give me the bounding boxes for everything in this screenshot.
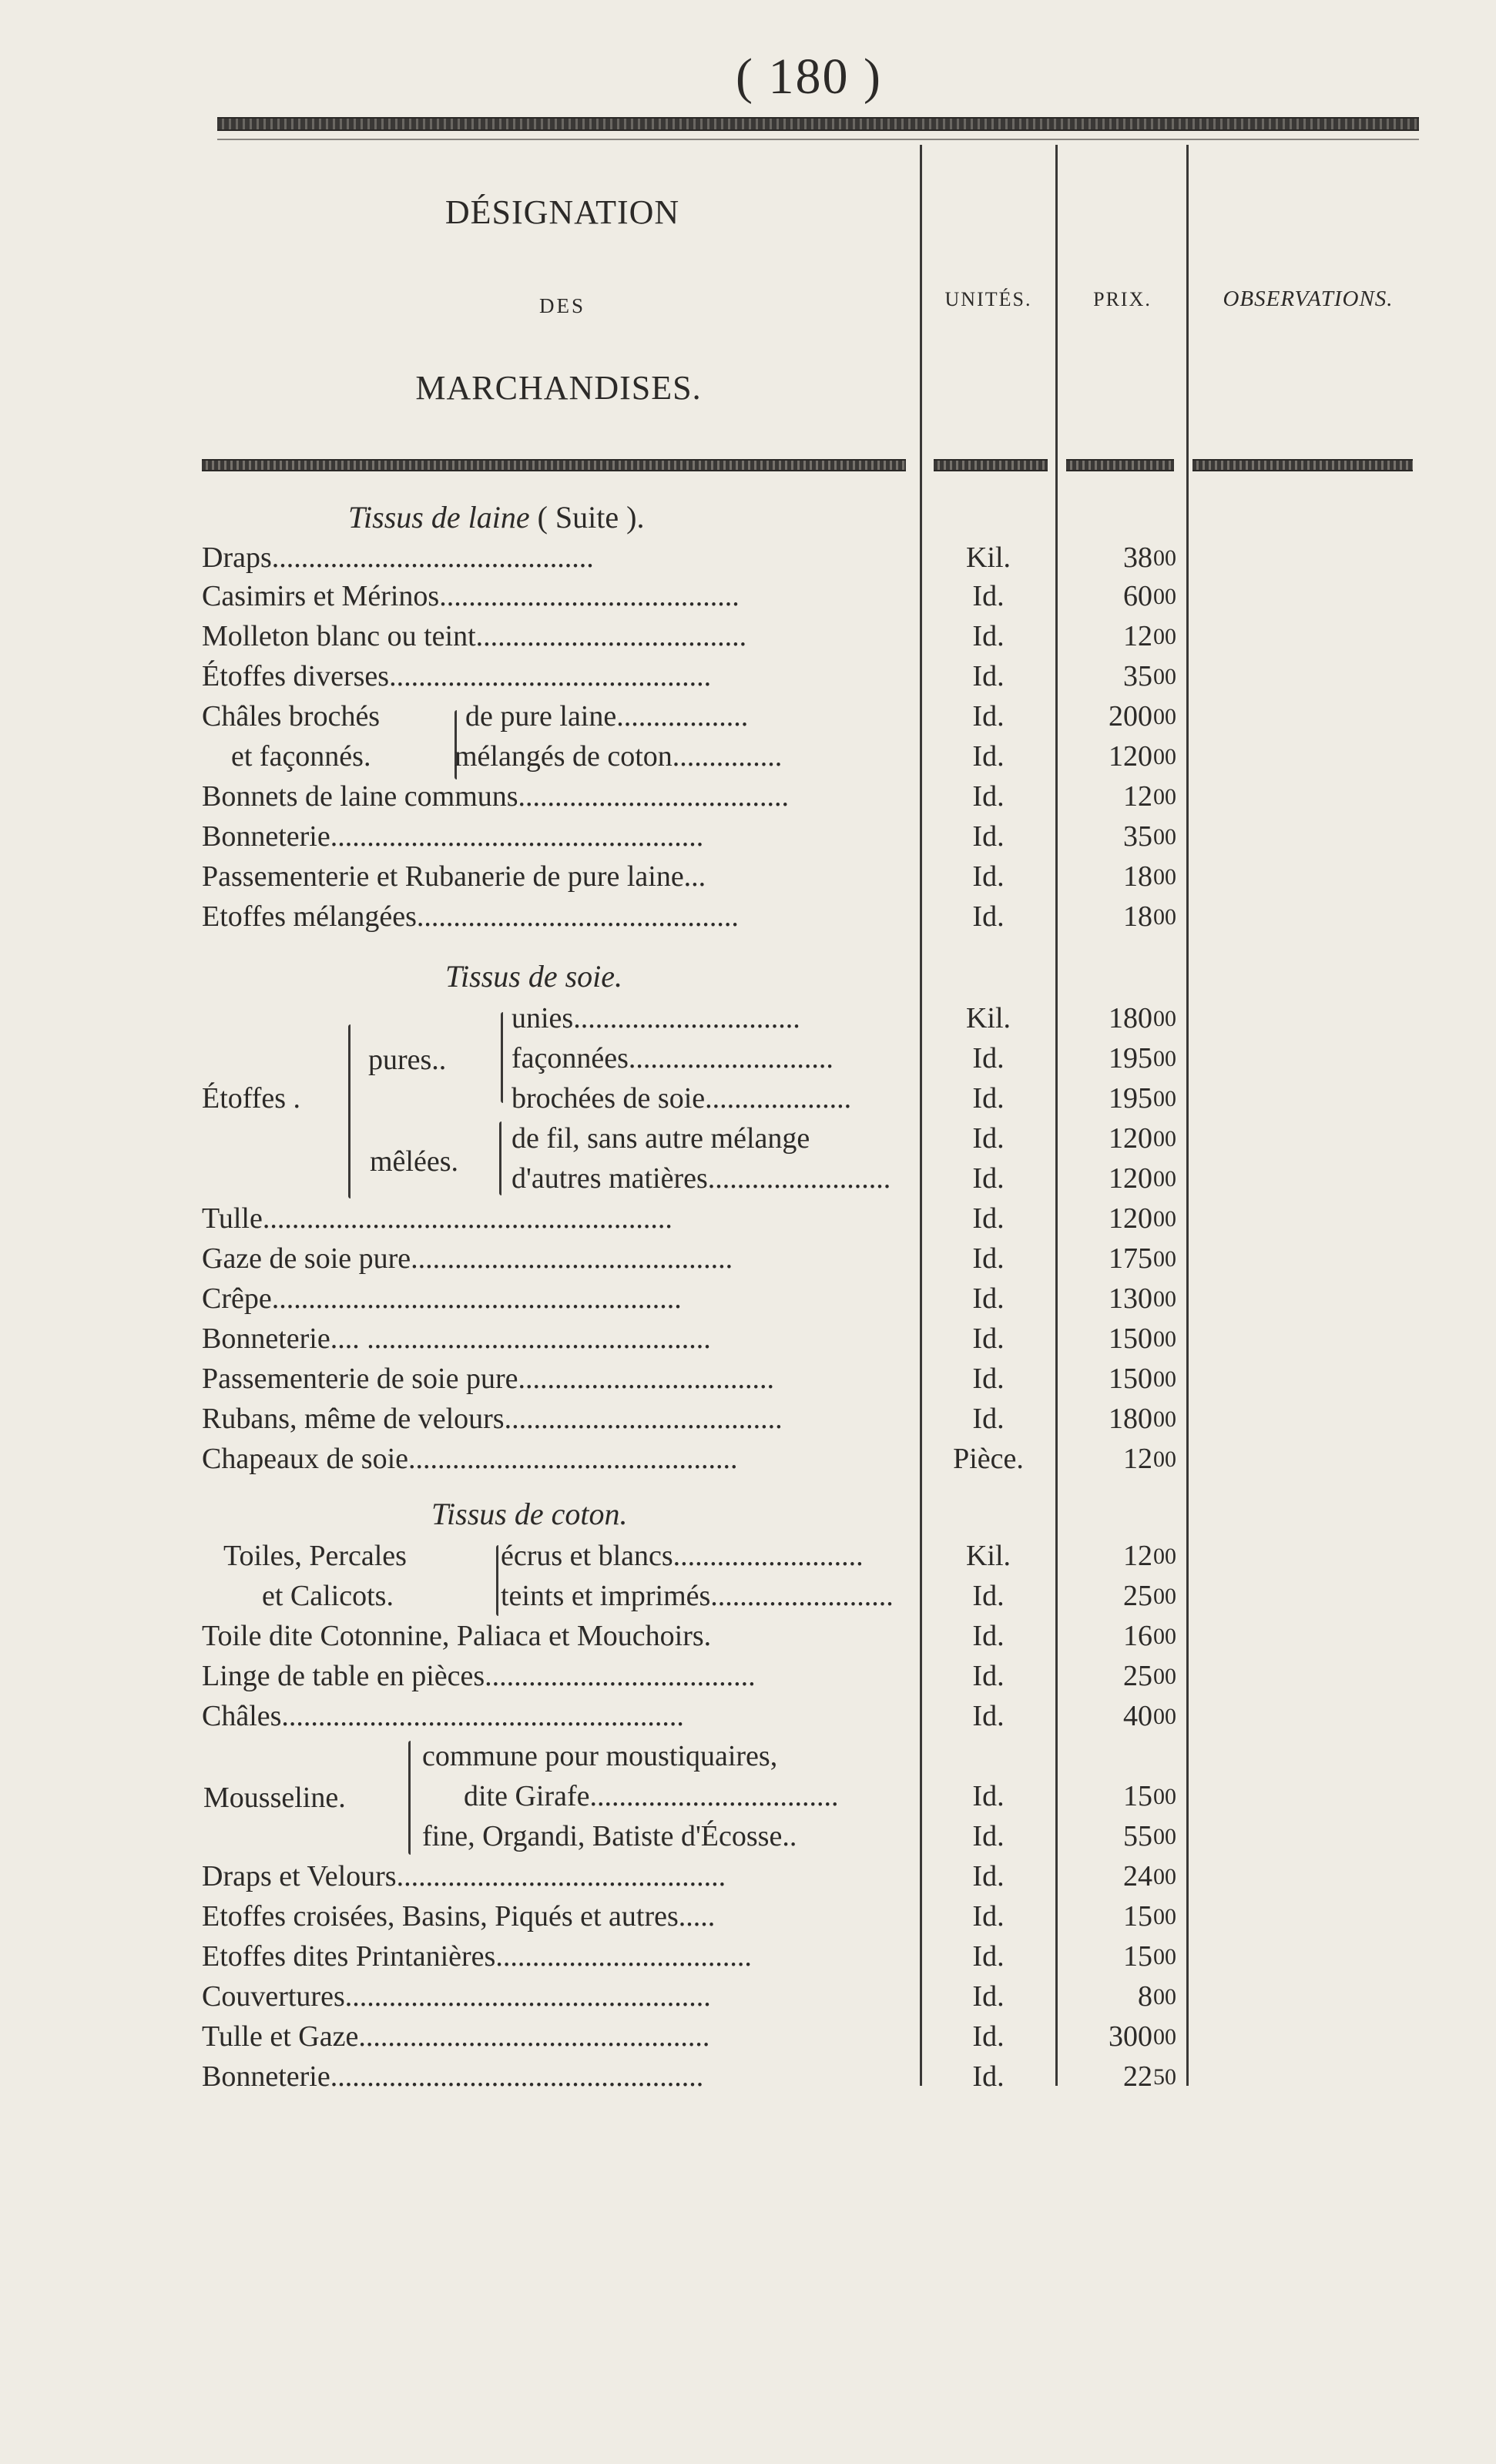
row-unit: Id. [972,1980,1005,2013]
row-price-cents: 50 [1153,2064,1176,2090]
row-label: Couvertures.................................................. [202,1980,711,2013]
row-unit: Id. [972,700,1005,732]
row-price-cents: 00 [1153,1824,1176,1849]
row-unit: Id. [972,1620,1005,1652]
row-label: dite Girafe.................................. [464,1780,839,1812]
section-title-laine [348,499,644,535]
row-sublabel: mélangés de coton............... [455,740,783,773]
group-label-melees: mêlées. [370,1145,459,1178]
row-price-cents: 00 [1153,864,1176,890]
row-price-cents: 00 [1153,1984,1176,2010]
row-price: 15 [1123,1780,1152,1812]
row-label: Etoffes dites Printanières................................... [202,1940,752,1973]
row-label: Passementerie et Rubanerie de pure laine... [202,860,706,893]
page-number: ( 180 ) [736,49,882,105]
row-label: façonnées............................ [512,1042,834,1074]
row-unit: Id. [972,1202,1005,1235]
row-label: Bonneterie................................................... [202,820,704,853]
row-label: Châles....................................................... [202,1700,684,1732]
row-unit: Id. [972,1042,1005,1074]
row-price-cents: 00 [1153,1166,1176,1192]
top-rule [217,117,1419,131]
row-price: 175 [1109,1242,1152,1275]
row-price-cents: 00 [1153,1664,1176,1689]
row-label: Toiles, Percales [223,1540,407,1572]
row-sublabel: teints et imprimés......................... [501,1580,894,1612]
row-price-cents: 00 [1153,1046,1176,1071]
row-unit: Id. [972,1940,1005,1973]
row-price-cents: 00 [1153,2024,1176,2050]
row-unit: Id. [972,1363,1005,1395]
row-price: 12 [1123,780,1152,813]
header-rule-observations [1192,459,1413,471]
row-price: 200 [1109,700,1152,732]
header-des: DES [538,294,585,317]
header-prix: PRIX. [1093,288,1152,310]
row-unit: Id. [972,1780,1005,1812]
row-price: 180 [1109,1403,1152,1435]
row-price-cents: 00 [1153,1864,1176,1889]
row-label: Rubans, même de velours...................................... [202,1403,783,1435]
section-title-coton: Tissus de coton. [431,1497,628,1531]
row-unit: Id. [972,1082,1005,1115]
header-unites: UNITÉS. [944,288,1032,310]
row-price: 60 [1123,580,1152,612]
section-title-soie: Tissus de soie. [445,959,623,994]
row-price-cents: 00 [1153,545,1176,571]
row-unit: Id. [972,1162,1005,1195]
top-rule-thin [217,139,1419,140]
row-label: Etoffes croisées, Basins, Piqués et autres..... [202,1900,716,1933]
row-unit: Id. [972,580,1005,612]
row-price-cents: 00 [1153,1784,1176,1809]
row-unit: Id. [972,1242,1005,1275]
row-label: et façonnés. [231,740,371,773]
row-price-cents: 00 [1153,704,1176,729]
row-unit: Id. [972,1660,1005,1692]
row-price: 25 [1123,1580,1152,1612]
row-label: fine, Organdi, Batiste d'Écosse.. [422,1820,797,1852]
row-price-cents: 00 [1153,624,1176,649]
column-divider-unites [1055,145,1058,2086]
row-unit: Id. [972,780,1005,813]
row-unit: Id. [972,860,1005,893]
row-label: Chapeaux de soie............................................. [202,1443,738,1475]
row-price: 55 [1123,1820,1152,1852]
row-price: 130 [1109,1282,1152,1315]
row-price-cents: 00 [1153,1366,1176,1392]
row-price: 35 [1123,820,1152,853]
row-label: Passementerie de soie pure................................... [202,1363,774,1395]
section-title-laine-text: Tissus de laine [348,500,530,535]
row-label: Draps et Velours............................................. [202,1860,726,1892]
row-price: 180 [1109,1002,1152,1034]
group-brace-etoffes [348,1024,351,1198]
row-price: 25 [1123,1660,1152,1692]
row-label: commune pour moustiquaires, [422,1740,778,1772]
row-unit: Pièce. [953,1443,1024,1475]
row-label: Molleton blanc ou teint..................................... [202,620,747,652]
row-label: Linge de table en pièces..................................... [202,1660,756,1692]
group-brace-melees [499,1121,501,1195]
row-price-cents: 00 [1153,1246,1176,1272]
row-price: 22 [1123,2060,1152,2093]
row-label: Étoffes diverses............................................ [202,660,712,692]
row-unit: Id. [972,2060,1005,2093]
row-price: 16 [1123,1620,1152,1652]
row-price: 120 [1109,1122,1152,1155]
row-price-cents: 00 [1153,744,1176,769]
header-rule-unites [934,459,1048,471]
row-label: Toile dite Cotonnine, Paliaca et Mouchoirs. [202,1620,712,1652]
row-unit: Kil. [965,1002,1011,1034]
row-label: Casimirs et Mérinos......................................... [202,580,740,612]
row-unit: Id. [972,620,1005,652]
row-price-cents: 00 [1153,1326,1176,1352]
row-unit: Id. [972,1403,1005,1435]
row-price: 195 [1109,1082,1152,1115]
row-unit: Id. [972,1323,1005,1355]
row-unit: Kil. [965,541,1011,574]
row-unit: Kil. [965,1540,1011,1572]
row-price: 40 [1123,1700,1152,1732]
row-label: d'autres matières......................... [512,1162,891,1195]
row-price-cents: 00 [1153,1624,1176,1649]
row-unit: Id. [972,1700,1005,1732]
row-price-cents: 00 [1153,1944,1176,1970]
row-price-cents: 00 [1153,584,1176,609]
row-price: 300 [1109,2020,1152,2053]
row-price: 150 [1109,1363,1152,1395]
row-label: unies............................... [512,1002,800,1034]
row-price: 8 [1138,1980,1152,2013]
row-unit: Id. [972,1282,1005,1315]
group-label-mousseline: Mousseline. [203,1782,346,1814]
row-price: 38 [1123,541,1152,574]
group-label-etoffes: Étoffes . [202,1082,301,1115]
row-label: et Calicots. [262,1580,394,1612]
group-brace-pures [501,1012,503,1103]
row-label: Etoffes mélangées............................................ [202,900,739,933]
row-price: 12 [1123,1540,1152,1572]
column-divider-prix [1186,145,1189,2086]
row-label: de fil, sans autre mélange [512,1122,810,1155]
row-price: 15 [1123,1940,1152,1973]
row-label: Châles brochés [202,700,381,732]
row-price-cents: 00 [1153,784,1176,810]
section-title-laine-suite: ( Suite ). [529,500,645,535]
row-price-cents: 00 [1153,1006,1176,1031]
group-brace-toiles [496,1545,498,1616]
header-rule-prix [1066,459,1174,471]
row-price-cents: 00 [1153,1086,1176,1111]
row-price-cents: 00 [1153,904,1176,930]
header-designation: DÉSIGNATION [444,193,680,231]
row-unit: Id. [972,900,1005,933]
row-price: 18 [1123,900,1152,933]
row-price: 120 [1109,1202,1152,1235]
row-label: Bonnets de laine communs..................................... [202,780,790,813]
row-unit: Id. [972,2020,1005,2053]
row-unit: Id. [972,820,1005,853]
row-unit: Id. [972,740,1005,773]
row-label: Bonneterie.... ............................................... [202,1323,711,1355]
row-price: 120 [1109,740,1152,773]
row-price: 120 [1109,1162,1152,1195]
row-price-cents: 00 [1153,1126,1176,1152]
row-price: 18 [1123,860,1152,893]
row-unit: Id. [972,1580,1005,1612]
row-label: brochées de soie.................... [512,1082,852,1115]
row-price: 12 [1123,1443,1152,1475]
row-price: 24 [1123,1860,1152,1892]
group-label-pures: pures.. [368,1044,447,1076]
row-label: Gaze de soie pure............................................ [202,1242,733,1275]
row-price-cents: 00 [1153,1286,1176,1312]
group-brace-mousseline [408,1741,411,1855]
row-price-cents: 00 [1153,1704,1176,1729]
row-price: 195 [1109,1042,1152,1074]
row-unit: Id. [972,1900,1005,1933]
row-unit: Id. [972,1122,1005,1155]
row-label: Bonneterie................................................... [202,2060,704,2093]
row-unit: Id. [972,1860,1005,1892]
row-label: Crêpe........................................................ [202,1282,682,1315]
row-unit: Id. [972,660,1005,692]
row-unit: Id. [972,1820,1005,1852]
row-price-cents: 00 [1153,1447,1176,1472]
row-price: 15 [1123,1900,1152,1933]
row-label: Tulle........................................................ [202,1202,673,1235]
row-price: 35 [1123,660,1152,692]
row-price-cents: 00 [1153,824,1176,850]
row-label: Draps............................................ [202,541,594,574]
row-price: 12 [1123,620,1152,652]
header-marchandises: MARCHANDISES. [415,369,702,407]
header-rule-designation [202,459,906,471]
row-price-cents: 00 [1153,1584,1176,1609]
row-price-cents: 00 [1153,1406,1176,1432]
row-sublabel: écrus et blancs.......................... [501,1540,864,1572]
row-price: 150 [1109,1323,1152,1355]
header-observations: OBSERVATIONS. [1223,287,1394,311]
row-price-cents: 00 [1153,1904,1176,1929]
row-price-cents: 00 [1153,1206,1176,1232]
row-label: Tulle et Gaze................................................ [202,2020,710,2053]
row-price-cents: 00 [1153,664,1176,689]
row-price-cents: 00 [1153,1544,1176,1569]
row-sublabel: de pure laine.................. [465,700,749,732]
